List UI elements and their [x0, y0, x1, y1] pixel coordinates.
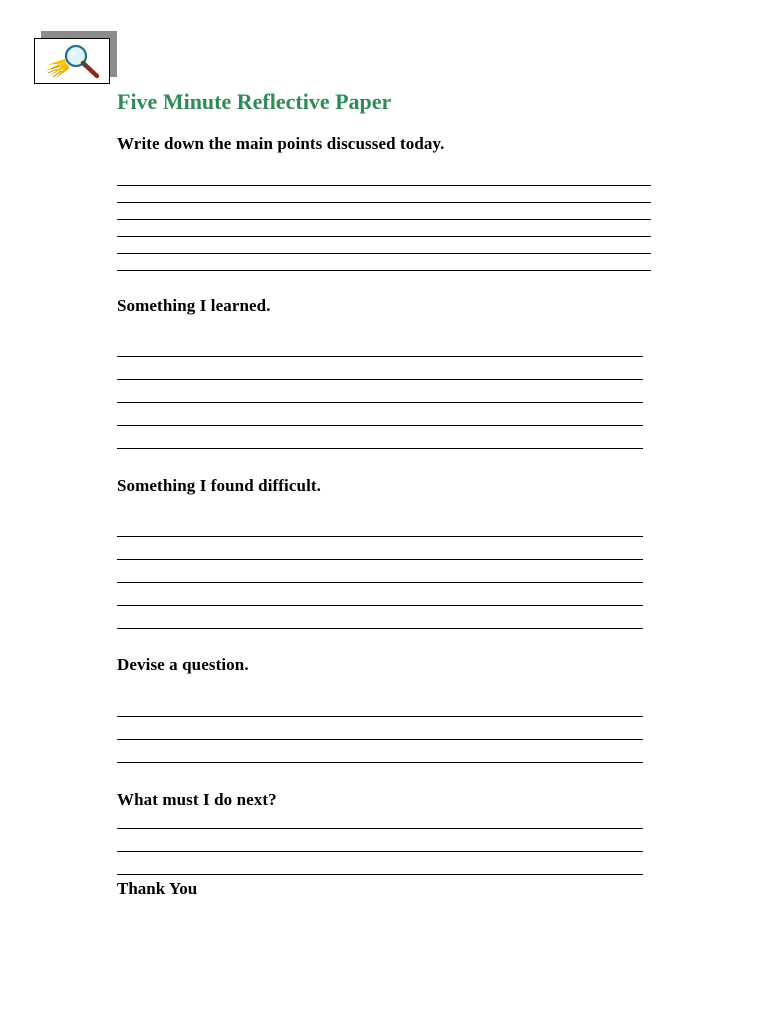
page-title: Five Minute Reflective Paper [117, 89, 392, 114]
writing-line[interactable] [117, 185, 651, 186]
writing-line[interactable] [117, 219, 651, 220]
writing-line[interactable] [117, 559, 643, 560]
closing-text: Thank You [117, 879, 198, 898]
writing-line[interactable] [117, 605, 643, 606]
magnifying-glass-icon [35, 39, 109, 83]
writing-line[interactable] [117, 739, 643, 740]
section-next-steps [117, 789, 277, 811]
writing-line[interactable] [117, 828, 643, 829]
writing-line[interactable] [117, 448, 643, 449]
section-question [117, 654, 249, 676]
writing-line[interactable] [117, 253, 651, 254]
section-prompt: Devise a question. [117, 655, 249, 674]
writing-line[interactable] [117, 379, 643, 380]
section-prompt: Something I found difficult. [117, 476, 322, 495]
section-prompt: What must I do next? [117, 790, 277, 809]
writing-line[interactable] [117, 762, 643, 763]
logo-frame [34, 38, 110, 84]
section-learned [117, 295, 271, 317]
writing-line[interactable] [117, 270, 651, 271]
writing-line[interactable] [117, 851, 643, 852]
writing-line[interactable] [117, 402, 643, 403]
writing-line[interactable] [117, 236, 651, 237]
writing-line[interactable] [117, 628, 643, 629]
writing-line[interactable] [117, 536, 643, 537]
writing-line[interactable] [117, 582, 643, 583]
writing-line[interactable] [117, 716, 643, 717]
writing-line[interactable] [117, 356, 643, 357]
section-main-points [117, 133, 445, 155]
section-prompt: Something I learned. [117, 296, 271, 315]
writing-line[interactable] [117, 874, 643, 875]
section-difficult [117, 475, 321, 497]
writing-line[interactable] [117, 202, 651, 203]
section-prompt: Write down the main points discussed today. [117, 134, 445, 153]
writing-line[interactable] [117, 425, 643, 426]
